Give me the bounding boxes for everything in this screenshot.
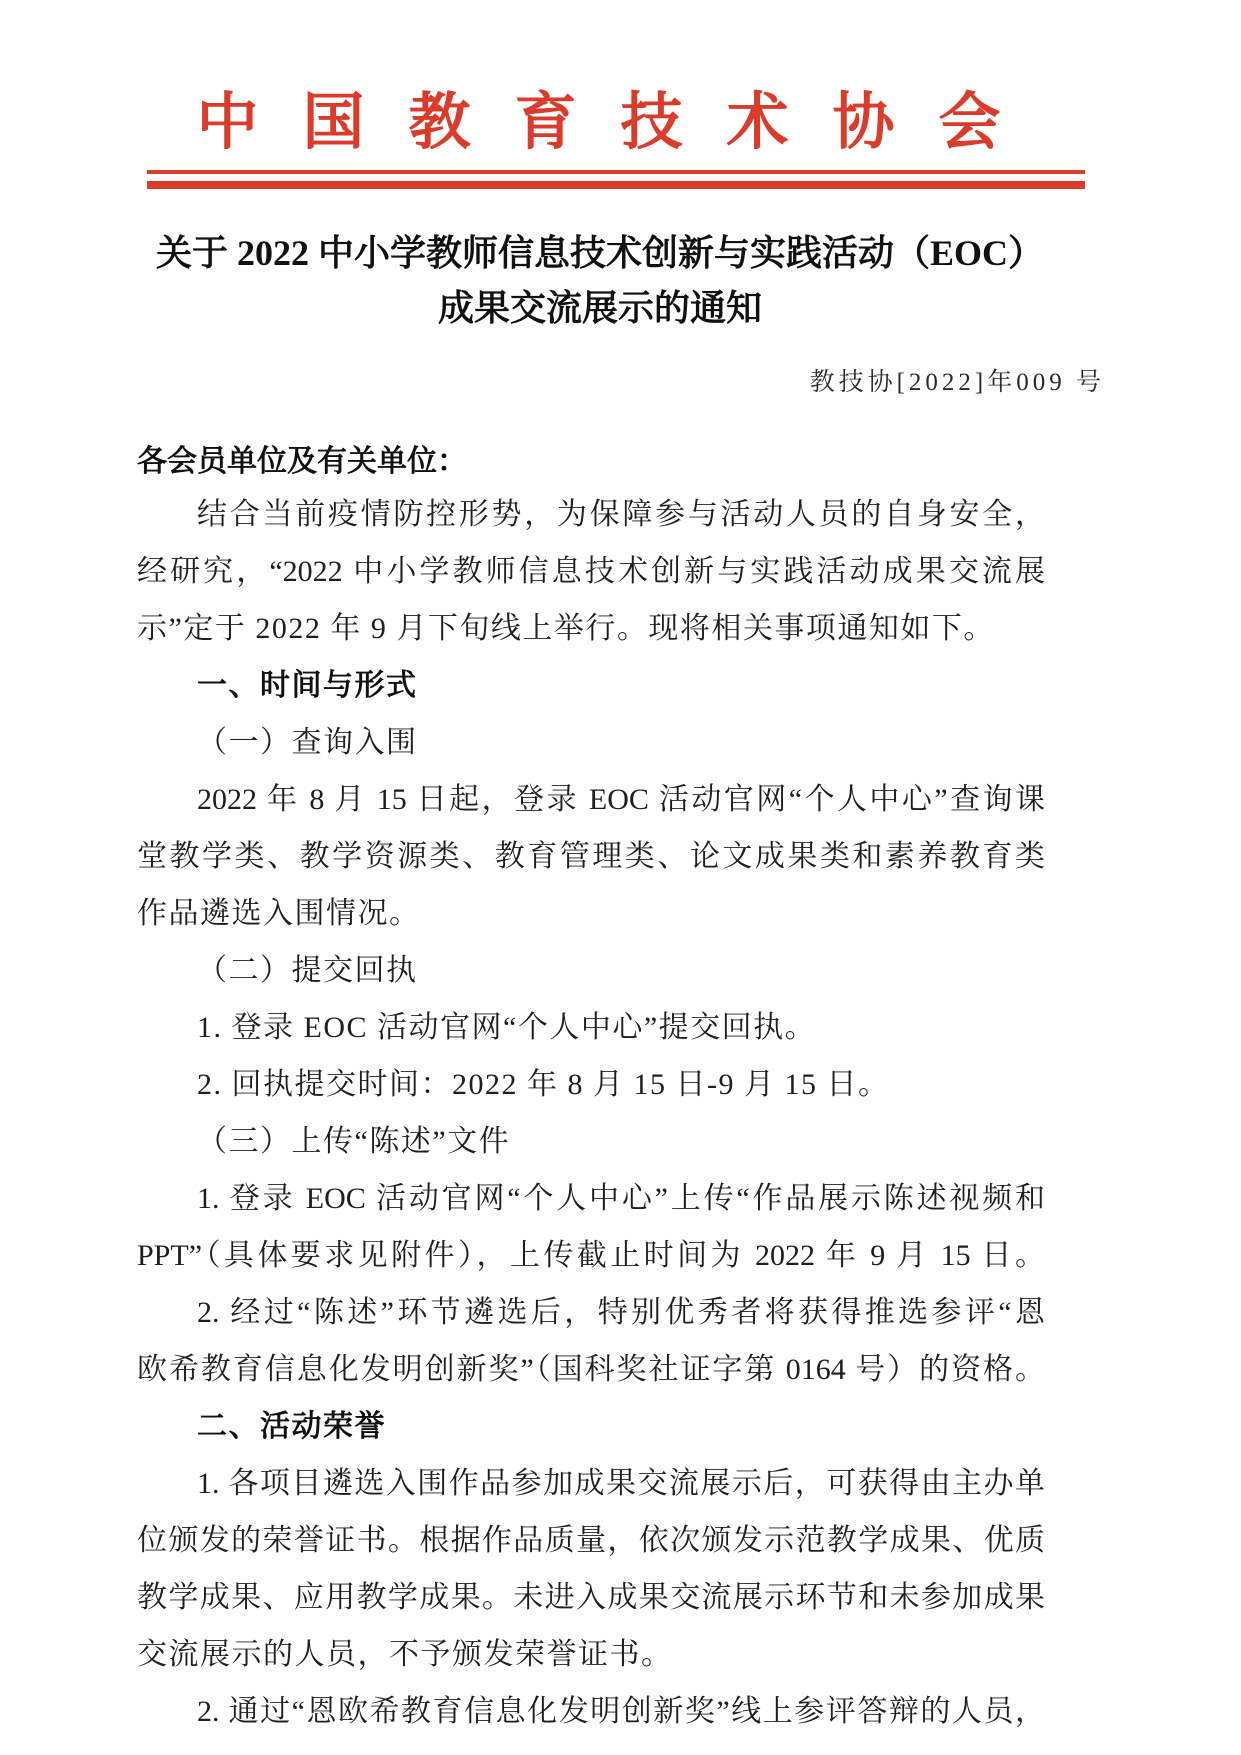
document-line: 作品遴选入围情况。 xyxy=(137,897,421,930)
document-line: （一）查询入围 xyxy=(197,726,418,759)
document-title-line1: 关于 2022 中小学教师信息技术创新与实践活动（EOC） xyxy=(155,233,1044,273)
salutation: 各会员单位及有关单位： xyxy=(137,445,467,478)
document-line: 2. 回执提交时间：2022 年 8 月 15 日-9 月 15 日。 xyxy=(197,1068,890,1101)
document-line: （三）上传“陈述”文件 xyxy=(197,1125,511,1158)
document-line: 2. 经过“陈述”环节遴选后，特别优秀者将获得推选参评“恩 xyxy=(197,1296,1045,1329)
section-heading: 二、活动荣誉 xyxy=(197,1410,386,1443)
document-line: 2. 通过“恩欧希教育信息化发明创新奖”线上参评答辩的人员， xyxy=(197,1695,1045,1728)
document-line: 1. 登录 EOC 活动官网“个人中心”提交回执。 xyxy=(197,1011,817,1044)
document-line: 1. 登录 EOC 活动官网“个人中心”上传“作品展示陈述视频和 xyxy=(197,1182,1045,1215)
document-line: 交流展示的人员，不予颁发荣誉证书。 xyxy=(137,1638,673,1671)
document-line: 结合当前疫情防控形势，为保障参与活动人员的自身安全， xyxy=(197,498,1045,531)
document-line: 位颁发的荣誉证书。根据作品质量，依次颁发示范教学成果、优质 xyxy=(137,1524,1045,1557)
document-line: PPT”（具体要求见附件），上传截止时间为 2022 年 9 月 15 日。 xyxy=(137,1239,1045,1272)
document-line: （二）提交回执 xyxy=(197,954,418,987)
document-line: 2022 年 8 月 15 日起，登录 EOC 活动官网“个人中心”查询课 xyxy=(197,783,1045,816)
document-line: 示”定于 2022 年 9 月下旬线上举行。现将相关事项通知如下。 xyxy=(137,612,995,645)
letterhead-title: 中国教育技术协会 xyxy=(196,89,1045,157)
letterhead-divider xyxy=(147,170,1085,189)
document-line: 欧希教育信息化发明创新奖”（国科奖社证字第 0164 号）的资格。 xyxy=(137,1353,1045,1386)
document-line: 教学成果、应用教学成果。未进入成果交流展示环节和未参加成果 xyxy=(137,1581,1045,1614)
document-title xyxy=(120,226,1080,336)
document-line: 经研究，“2022 中小学教师信息技术创新与实践活动成果交流展 xyxy=(137,555,1045,588)
document-number: 教技协[2022]年009 号 xyxy=(809,369,1105,396)
document-line: 1. 各项目遴选入围作品参加成果交流展示后，可获得由主办单 xyxy=(197,1467,1045,1500)
divider-thin-rule xyxy=(147,170,1085,174)
section-heading: 一、时间与形式 xyxy=(197,669,418,702)
document-line: 堂教学类、教学资源类、教育管理类、论文成果类和素养教育类 xyxy=(137,840,1045,873)
divider-thick-rule xyxy=(147,181,1085,189)
document-title-line2: 成果交流展示的通知 xyxy=(437,288,762,328)
document-body xyxy=(137,486,1045,1740)
